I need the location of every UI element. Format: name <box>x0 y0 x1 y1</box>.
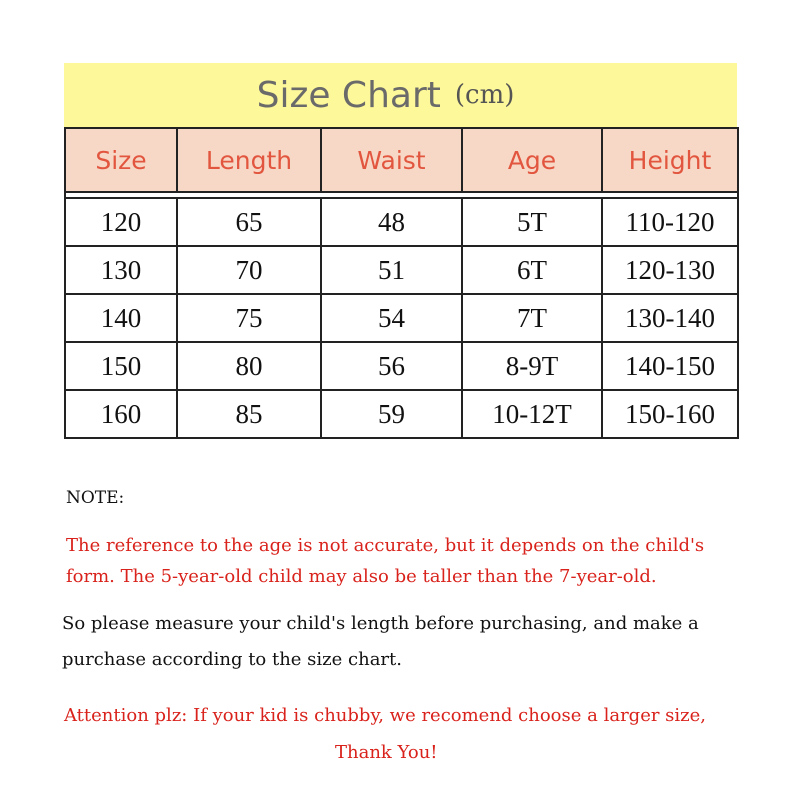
note-measure-line-2: purchase according to the size chart. <box>62 649 402 670</box>
size-table <box>64 127 739 439</box>
cell-size: 160 <box>65 390 177 438</box>
table-row <box>65 390 738 438</box>
cell-age: 5T <box>462 198 602 246</box>
cell-age: 10-12T <box>462 390 602 438</box>
header-length: Length <box>177 128 321 192</box>
title-banner <box>64 63 737 127</box>
note-thanks: Thank You! <box>335 742 438 763</box>
note-age-warning-line-2: form. The 5-year-old child may also be taller than the 7-year-old. <box>66 566 657 587</box>
note-measure-advice <box>62 606 766 678</box>
note-attention: Attention plz: If your kid is chubby, we recomend choose a larger size, <box>64 705 707 726</box>
cell-height: 120-130 <box>602 246 738 294</box>
table-header-row <box>65 128 738 192</box>
cell-height: 150-160 <box>602 390 738 438</box>
cell-waist: 51 <box>321 246 462 294</box>
header-age: Age <box>462 128 602 192</box>
table-row <box>65 342 738 390</box>
title-unit: (cm) <box>454 80 515 110</box>
note-age-warning-line-1: The reference to the age is not accurate, but it depends on the child's <box>66 535 705 556</box>
cell-waist: 48 <box>321 198 462 246</box>
cell-waist: 56 <box>321 342 462 390</box>
table-row <box>65 198 738 246</box>
cell-waist: 59 <box>321 390 462 438</box>
cell-height: 130-140 <box>602 294 738 342</box>
cell-size: 150 <box>65 342 177 390</box>
header-height: Height <box>602 128 738 192</box>
cell-length: 65 <box>177 198 321 246</box>
notes-section <box>62 488 766 763</box>
header-size: Size <box>65 128 177 192</box>
cell-length: 80 <box>177 342 321 390</box>
cell-length: 75 <box>177 294 321 342</box>
header-waist: Waist <box>321 128 462 192</box>
cell-size: 140 <box>65 294 177 342</box>
cell-size: 120 <box>65 198 177 246</box>
cell-size: 130 <box>65 246 177 294</box>
note-measure-line-1: So please measure your child's length before purchasing, and make a <box>62 613 699 634</box>
cell-height: 110-120 <box>602 198 738 246</box>
cell-length: 70 <box>177 246 321 294</box>
table-row <box>65 246 738 294</box>
cell-height: 140-150 <box>602 342 738 390</box>
cell-waist: 54 <box>321 294 462 342</box>
table-row <box>65 294 738 342</box>
cell-age: 6T <box>462 246 602 294</box>
cell-age: 7T <box>462 294 602 342</box>
cell-length: 85 <box>177 390 321 438</box>
note-label: NOTE: <box>66 488 125 508</box>
cell-age: 8-9T <box>462 342 602 390</box>
page-title: Size Chart <box>256 74 441 116</box>
